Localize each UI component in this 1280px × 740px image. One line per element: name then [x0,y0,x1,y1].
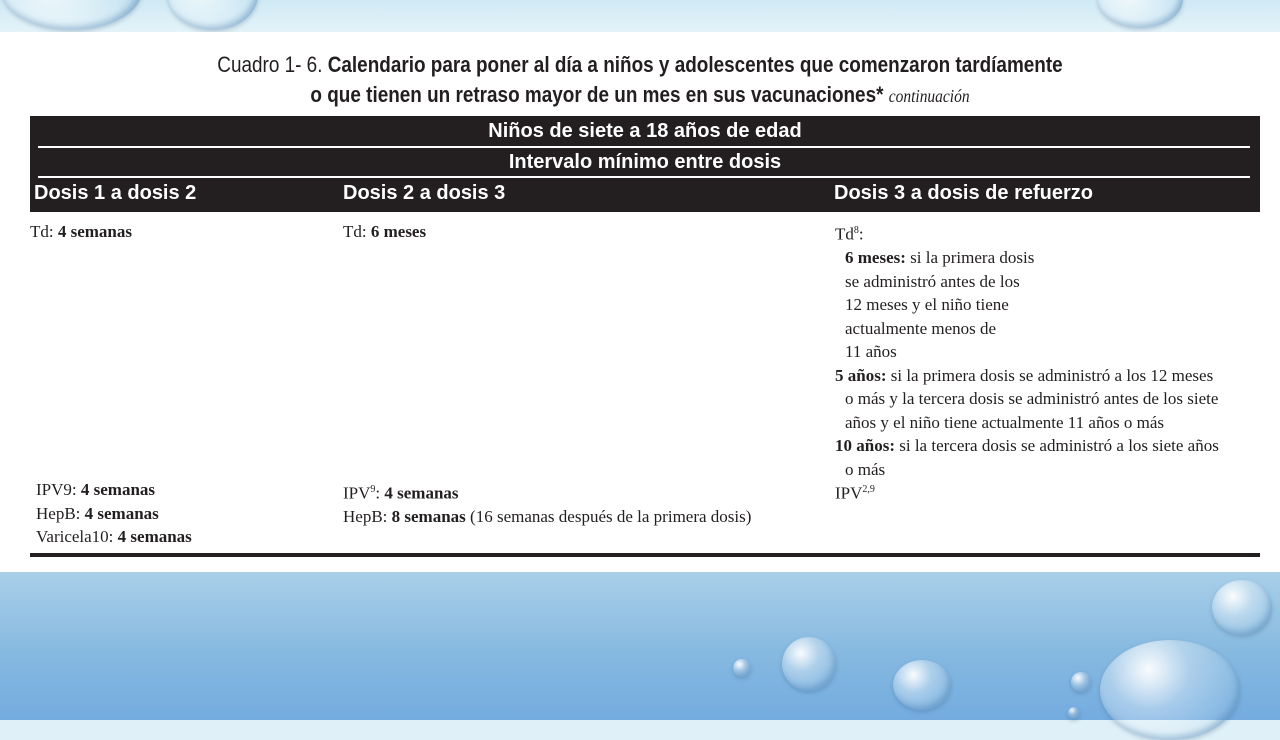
bubble-decoration [782,637,836,691]
table-row: IPV$^9$: 4 semanas [343,483,459,503]
table-header [30,116,1260,212]
table-title-prefix: Cuadro 1- 6. [217,52,323,77]
bubble-decoration [1071,672,1091,692]
table-cell-vaccines-booster: IPV$^{2,9}$ [835,483,875,503]
bubble-decoration [733,659,751,677]
column-header-dose2-3: Dosis 2 a dosis 3 [343,182,506,204]
bubble-decoration [1212,580,1272,635]
bubble-decoration [893,660,951,710]
header-divider [38,176,1250,178]
table-row: IPV9: 4 semanas [36,480,156,499]
table-row: HepB: 4 semanas [36,503,159,523]
table-cell-td-dose2-3: Td: 6 meses [343,222,427,241]
table-title-bold-line2: o que tienen un retraso mayor de un mes en sus vacunaciones* [310,82,884,107]
age-group-header: Niños de siete a 18 años de edad [488,120,802,142]
table-cell-td-dose1-2: Td: 4 semanas [30,222,133,241]
table-cell-td-booster: Td$^8$: 6 meses: si la primera dosis se administró antes de los 12 meses y el niño tiene actualmente menos de 11 años 5 años: si la primera dosis se administró a los 12 meses o más y la tercera dosis se administró antes de los siete años y el niño tiene actualmente 11 años o más 10 años: si la tercera dosis se administró a los siete años o más [835,224,1219,479]
table-title-bold: Calendario para poner al día a niños y adolescentes que comenzaron tardíamente [327,52,1063,77]
interval-header: Intervalo mínimo entre dosis [508,151,782,173]
table-cell-vaccines-dose1-2 [36,478,192,549]
bubble-decoration [1100,640,1240,740]
bubble-decoration [1068,707,1080,719]
header-divider [38,146,1250,148]
continuation-label: continuación [888,86,970,106]
table-cell-vaccines-dose2-3 [343,478,751,529]
table-row: HepB: 8 semanas (16 semanas después de la primera dosis) [343,507,752,527]
table-title-line2 [90,82,1191,108]
bottom-background-band [0,572,1280,720]
table-row: Varicela10: 4 semanas [36,527,192,546]
column-header-dose3-booster: Dosis 3 a dosis de refuerzo [834,182,1093,204]
table-title-line1 [90,52,1191,78]
table-bottom-rule [30,553,1260,557]
column-header-dose1-2: Dosis 1 a dosis 2 [34,182,197,204]
